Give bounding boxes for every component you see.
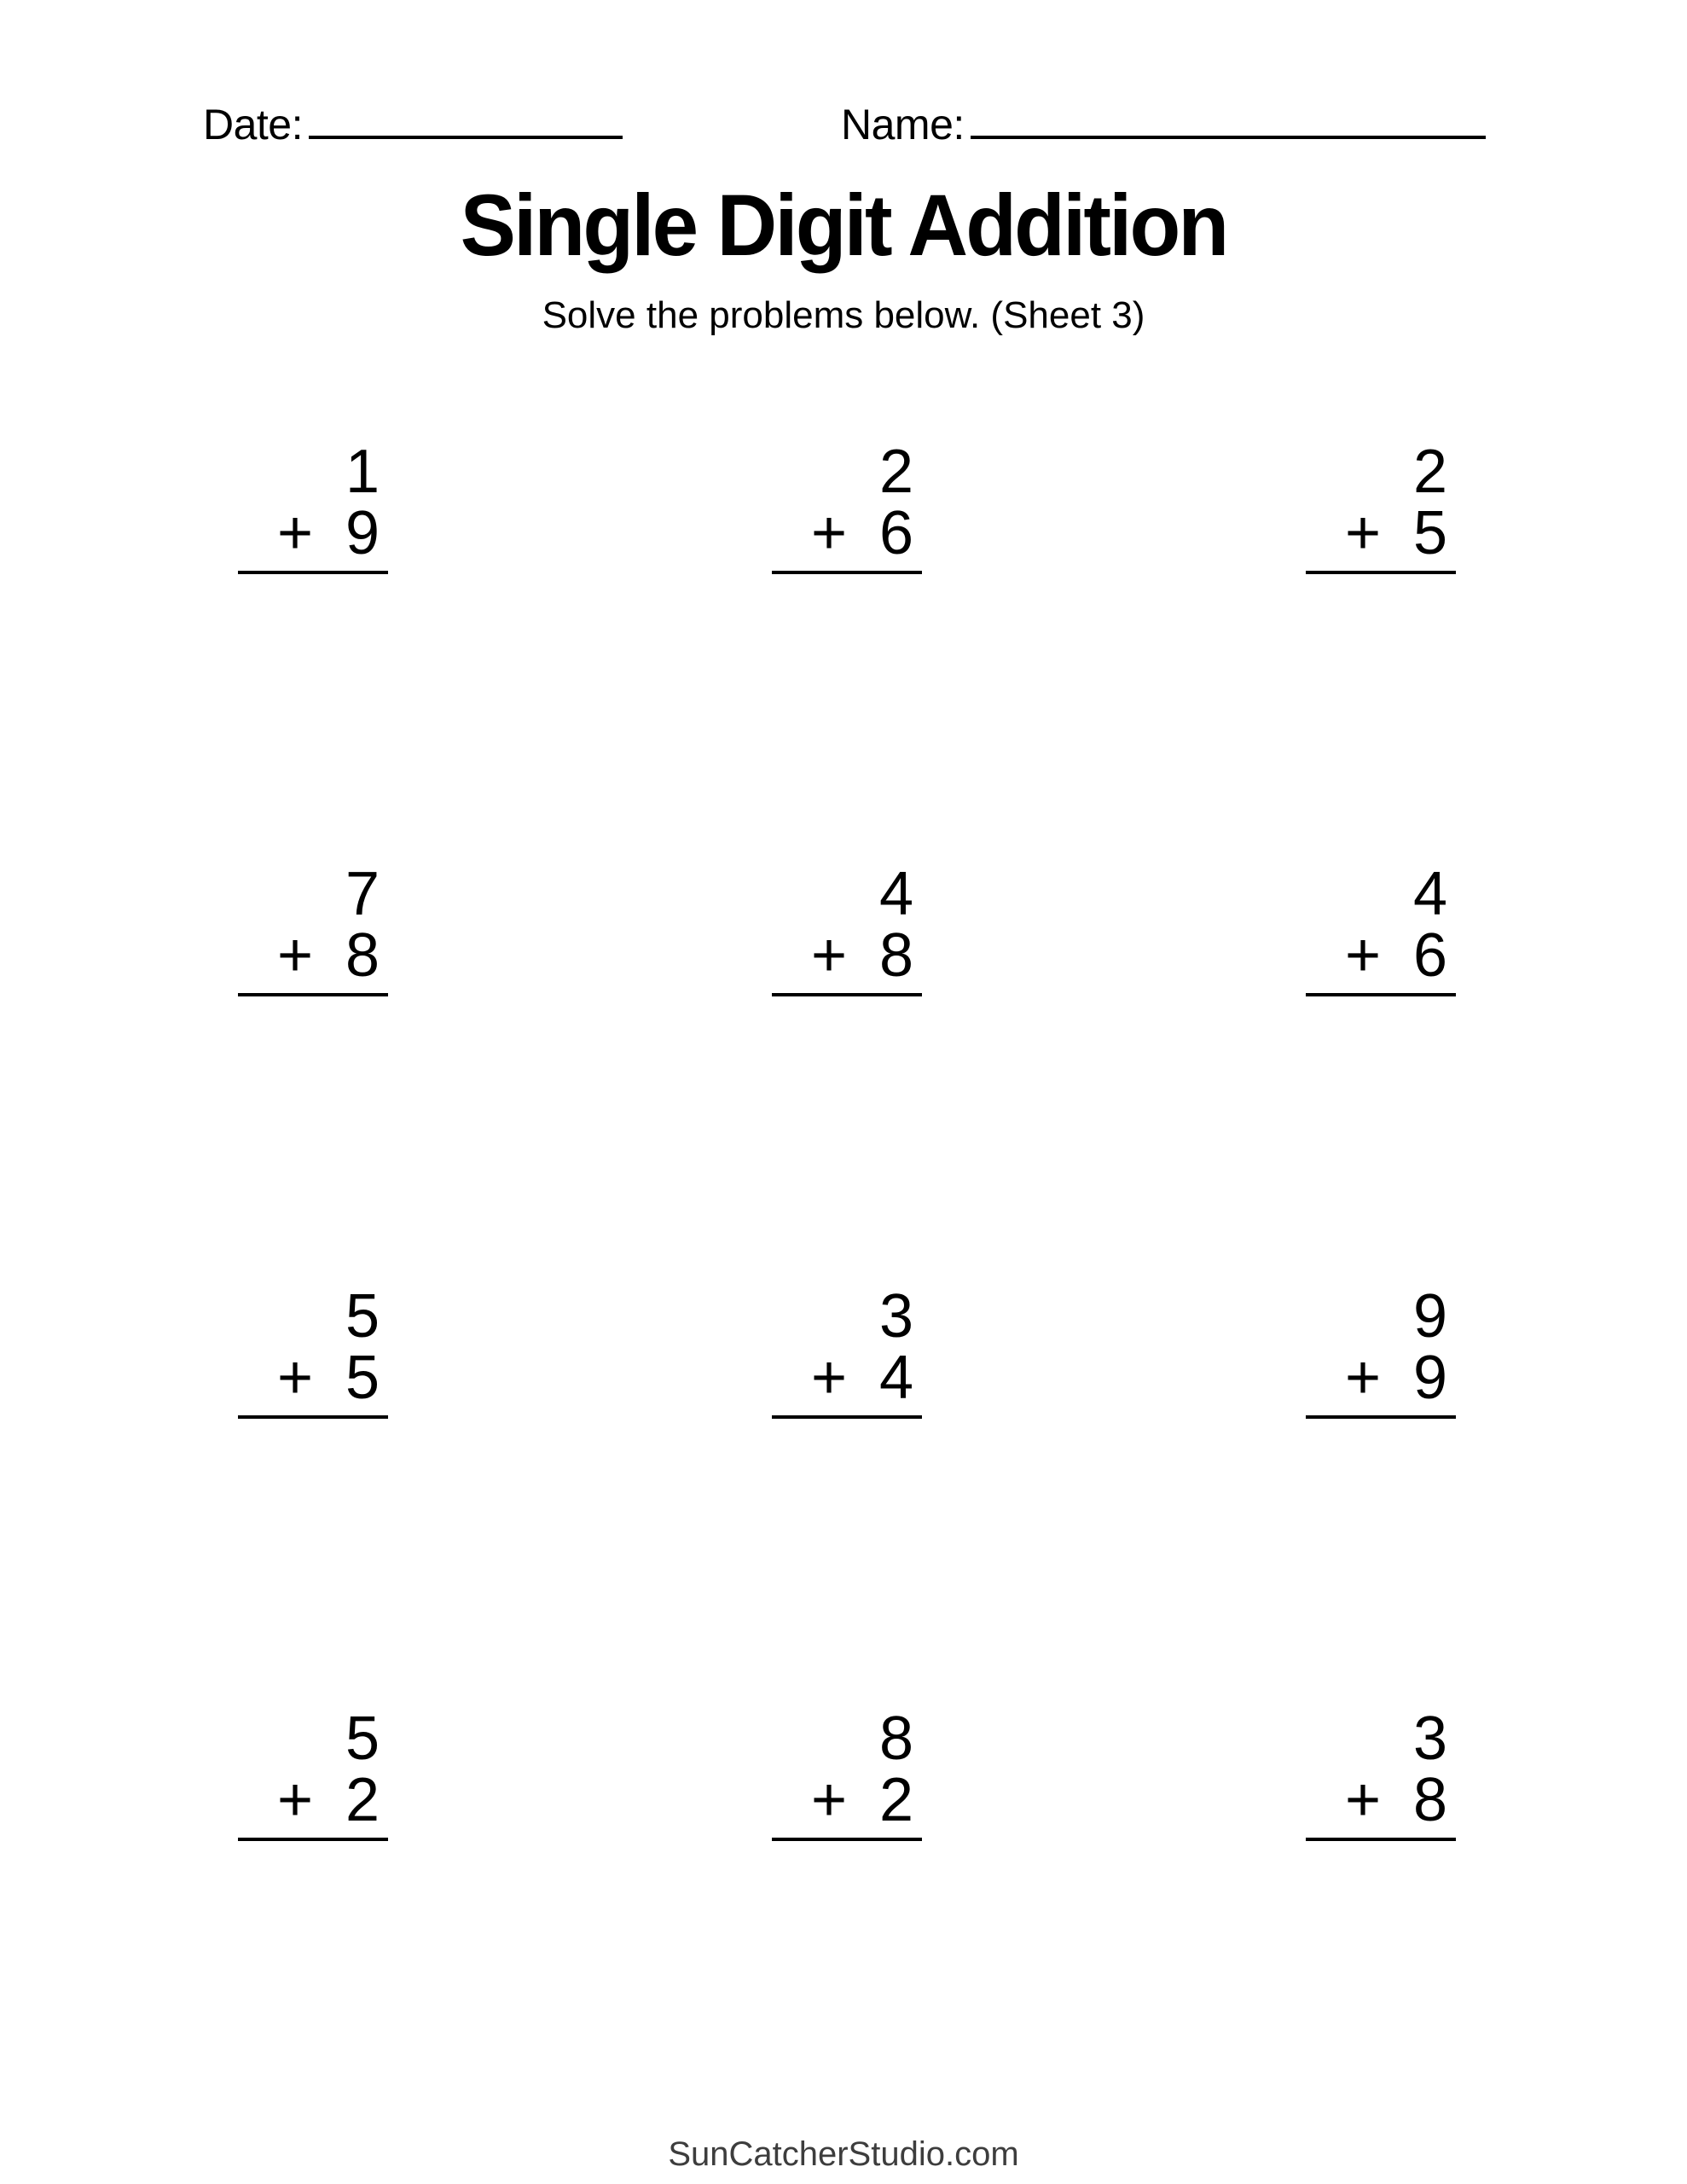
addend-top: 3 [1412,1705,1447,1773]
addend-bottom-row [1306,1766,1456,1834]
addend-bottom-row [772,921,922,990]
addend-top: 3 [878,1282,913,1350]
addend-bottom: 6 [1412,921,1447,990]
addend-bottom: 8 [878,921,913,990]
addend-bottom: 5 [1412,499,1447,567]
addend-top: 4 [878,860,913,928]
plus-operator: + [277,499,314,567]
plus-operator: + [811,1766,848,1834]
addend-bottom-row [238,1344,388,1412]
addend-top: 7 [345,860,380,928]
addition-problem-1 [238,438,388,574]
addend-bottom: 6 [878,499,913,567]
problems-grid [238,438,1456,2130]
addition-problem-9 [1306,1282,1456,1419]
addend-top: 5 [345,1705,380,1773]
plus-operator: + [277,1344,314,1412]
addend-top: 8 [878,1705,913,1773]
addend-bottom: 2 [345,1766,380,1834]
addend-bottom: 9 [345,499,380,567]
addition-problem-7 [238,1282,388,1419]
addition-problem-8 [772,1282,922,1419]
addend-bottom-row [772,1344,922,1412]
addend-bottom: 2 [878,1766,913,1834]
name-label: Name: [841,101,965,148]
addend-bottom: 8 [1412,1766,1447,1834]
plus-operator: + [811,1344,848,1412]
date-field-group [203,103,623,146]
date-label: Date: [203,101,304,148]
plus-operator: + [1345,921,1382,990]
addition-problem-11 [772,1705,922,1841]
addend-bottom-row [1306,499,1456,567]
plus-operator: + [277,1766,314,1834]
addend-bottom-row [1306,921,1456,990]
addend-bottom: 9 [1412,1344,1447,1412]
plus-operator: + [277,921,314,990]
plus-operator: + [1345,1766,1382,1834]
site-credit: SunCatcherStudio.com [668,2135,1019,2173]
addition-problem-3 [1306,438,1456,574]
addition-problem-10 [238,1705,388,1841]
addend-bottom-row [772,499,922,567]
addend-bottom: 8 [345,921,380,990]
addition-problem-2 [772,438,922,574]
addend-bottom-row [772,1766,922,1834]
addend-top: 5 [345,1282,380,1350]
addend-top: 2 [878,438,913,506]
addition-problem-5 [772,860,922,996]
plus-operator: + [811,921,848,990]
addend-bottom-row [238,499,388,567]
addend-top: 1 [345,438,380,506]
addend-top: 4 [1412,860,1447,928]
page-title: Single Digit Addition [460,177,1227,274]
plus-operator: + [1345,1344,1382,1412]
addition-problem-6 [1306,860,1456,996]
addend-bottom: 4 [878,1344,913,1412]
addend-top: 2 [1412,438,1447,506]
addition-problem-12 [1306,1705,1456,1841]
name-field-group [841,103,1486,146]
addition-problem-4 [238,860,388,996]
addend-bottom-row [238,1766,388,1834]
addend-bottom: 5 [345,1344,380,1412]
addend-bottom-row [1306,1344,1456,1412]
plus-operator: + [1345,499,1382,567]
date-write-line [309,136,623,139]
name-write-line [971,136,1486,139]
addend-top: 9 [1412,1282,1447,1350]
addend-bottom-row [238,921,388,990]
plus-operator: + [811,499,848,567]
page-subtitle: Solve the problems below. (Sheet 3) [542,294,1145,336]
